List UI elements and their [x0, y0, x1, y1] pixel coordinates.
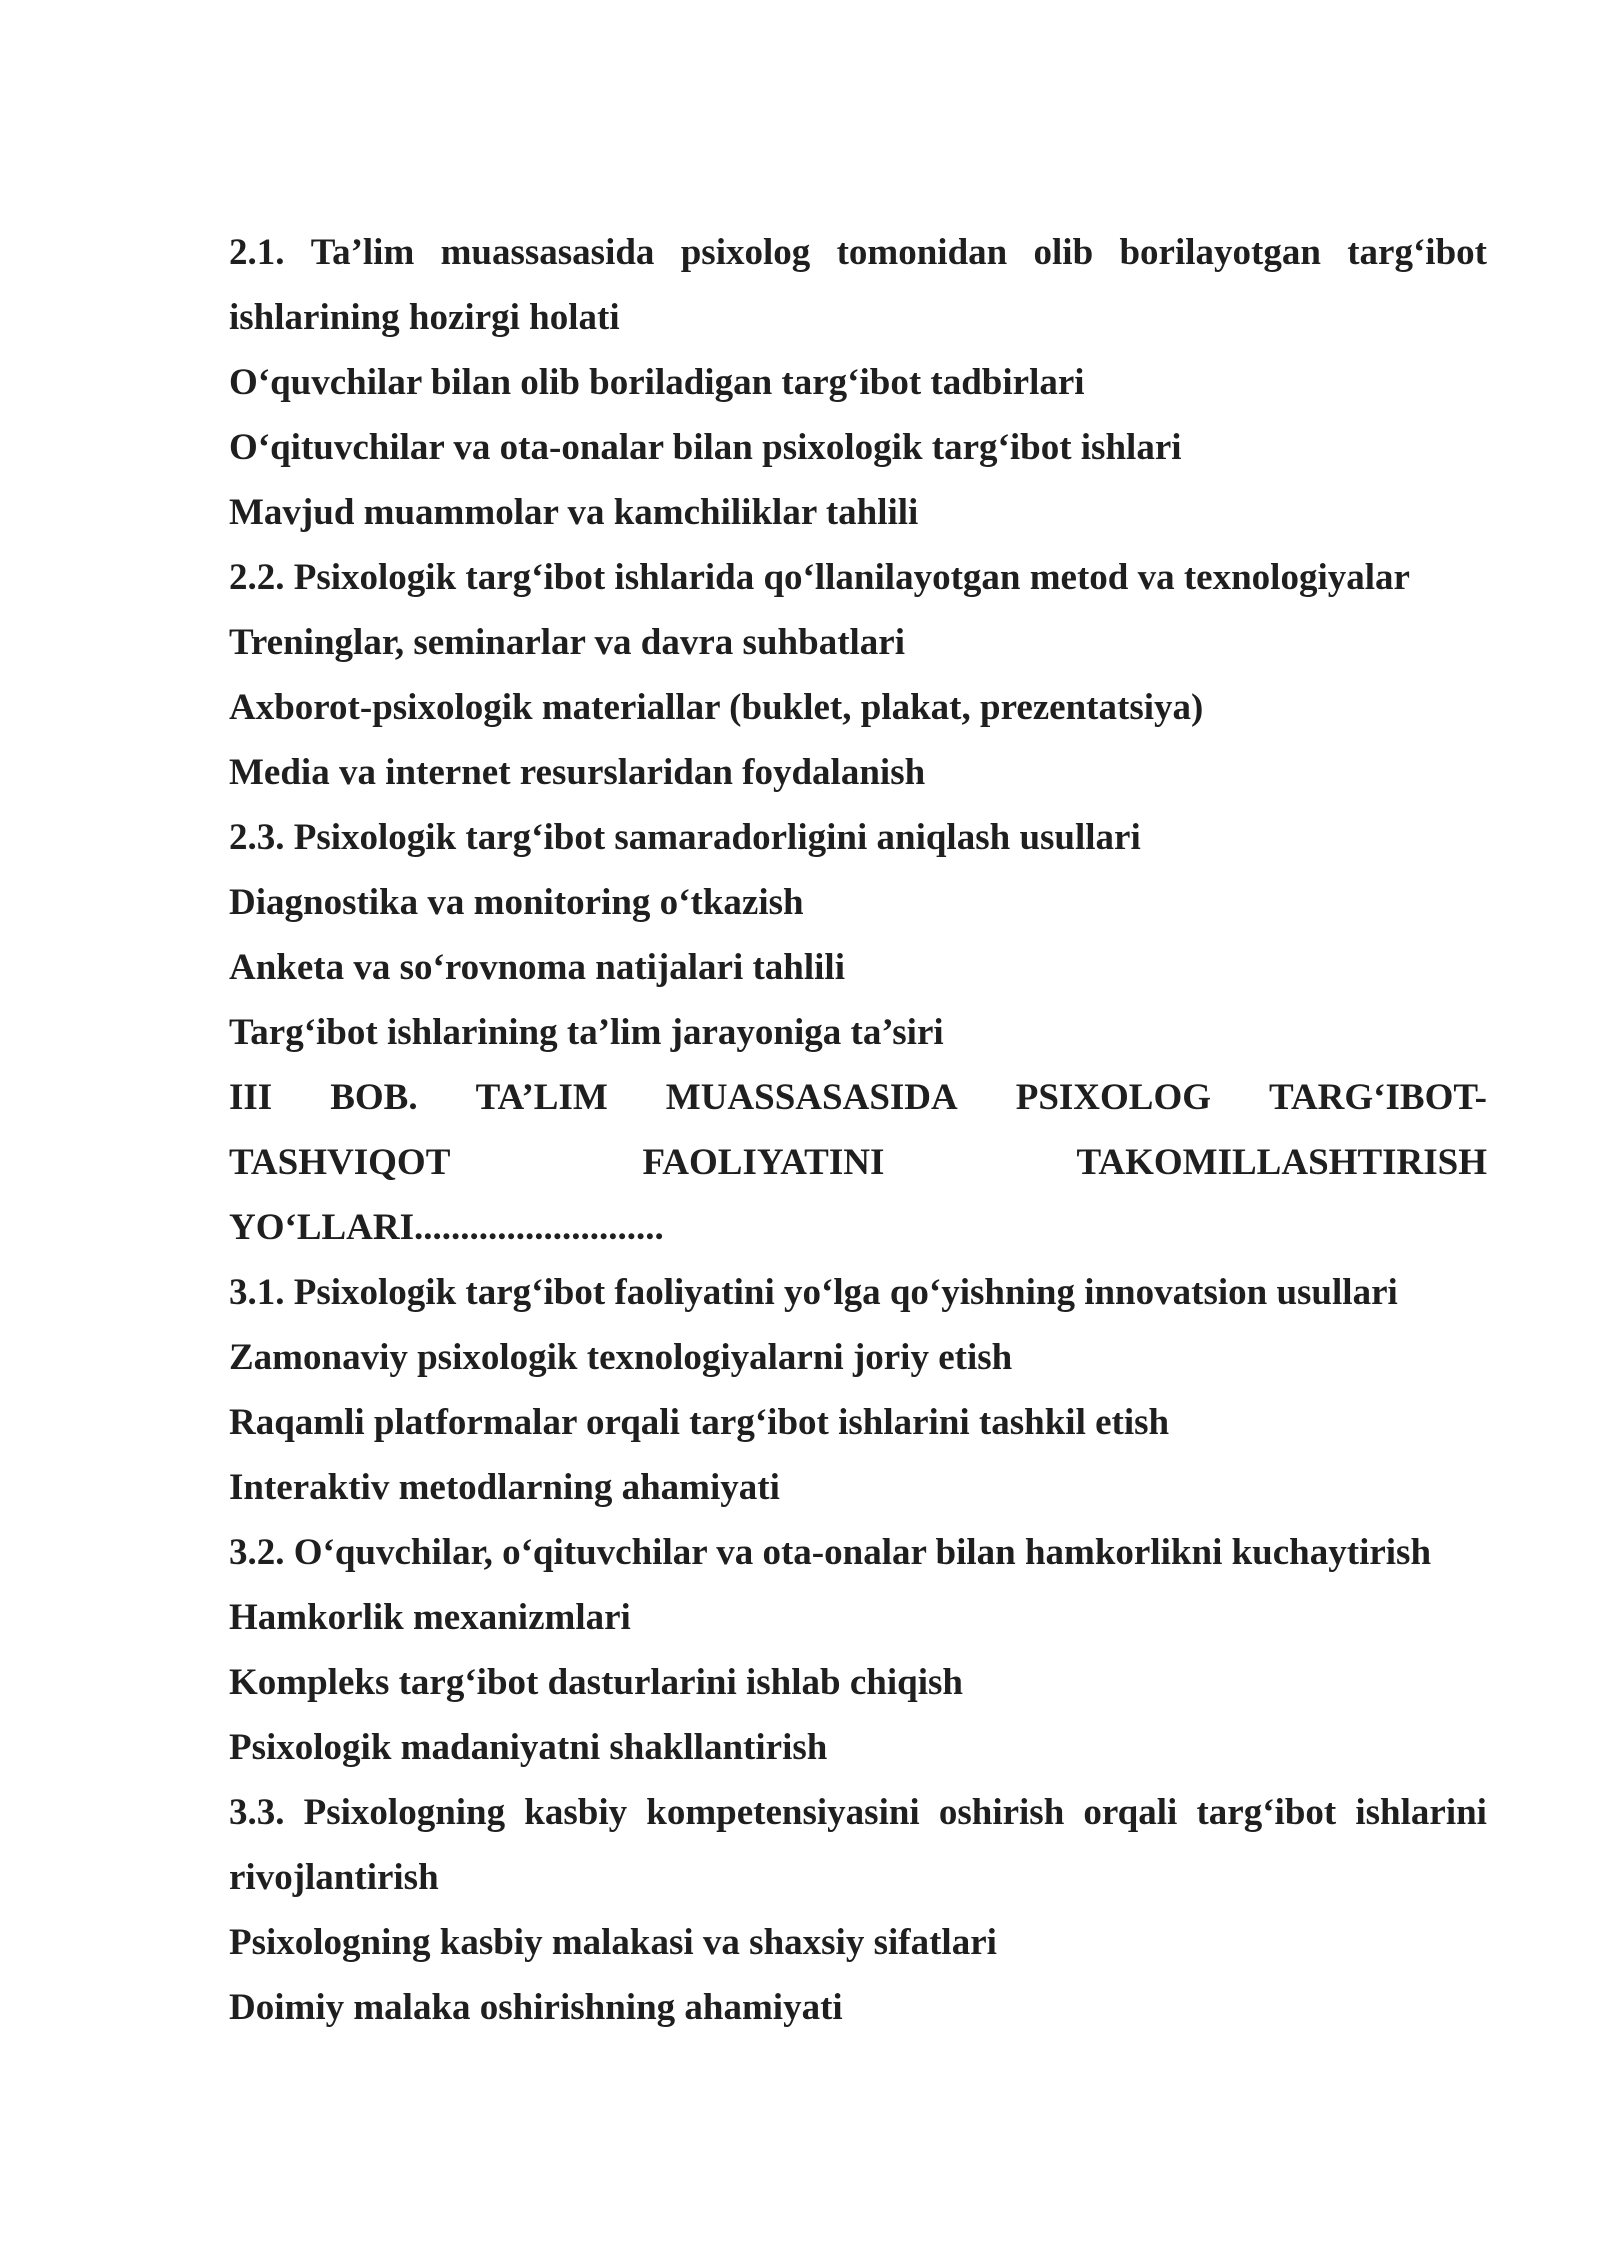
- toc-item: O‘quvchilar bilan olib boriladigan targ‘ibot tadbirlari: [229, 362, 1085, 403]
- section-2-1-heading-cont: ishlarining hozirgi holati: [229, 297, 620, 338]
- toc-item: Psixologik madaniyatni shakllantirish: [229, 1727, 828, 1768]
- toc-item: Doimiy malaka oshirishning ahamiyati: [229, 1987, 843, 2028]
- toc-item: Hamkorlik mexanizmlari: [229, 1597, 631, 1638]
- toc-item: Zamonaviy psixologik texnologiyalarni joriy etish: [229, 1337, 1013, 1378]
- toc-item: Targ‘ibot ishlarining ta’lim jarayoniga ta’siri: [229, 1012, 944, 1053]
- toc-item: O‘qituvchilar va ota-onalar bilan psixologik targ‘ibot ishlari: [229, 427, 1182, 468]
- section-3-2-heading: 3.2. O‘quvchilar, o‘qituvchilar va ota-onalar bilan hamkorlikni kuchaytirish: [229, 1532, 1432, 1573]
- section-2-3-heading: 2.3. Psixologik targ‘ibot samaradorligini aniqlash usullari: [229, 817, 1141, 858]
- section-3-3-heading-cont: rivojlantirish: [229, 1857, 439, 1898]
- chapter-3-heading: III BOB. TA’LIM MUASSASASIDA PSIXOLOG TARG‘IBOT-: [229, 1077, 1487, 1118]
- toc-item: Raqamli platformalar orqali targ‘ibot ishlarini tashkil etish: [229, 1402, 1170, 1443]
- toc-item: Mavjud muammolar va kamchiliklar tahlili: [229, 492, 919, 533]
- toc-item: Axborot-psixologik materiallar (buklet, plakat, prezentatsiya): [229, 687, 1204, 728]
- toc-item: Interaktiv metodlarning ahamiyati: [229, 1467, 780, 1508]
- chapter-3-heading-cont: TASHVIQOT FAOLIYATINI TAKOMILLASHTIRISH: [229, 1142, 1487, 1183]
- toc-item: Media va internet resurslaridan foydalanish: [229, 752, 926, 793]
- section-3-1-heading: 3.1. Psixologik targ‘ibot faoliyatini yo‘lga qo‘yishning innovatsion usullari: [229, 1272, 1398, 1313]
- section-2-2-heading: 2.2. Psixologik targ‘ibot ishlarida qo‘llanilayotgan metod va texnologiyalar: [229, 557, 1410, 598]
- toc-item: Treninglar, seminarlar va davra suhbatlari: [229, 622, 905, 663]
- toc-item: Anketa va so‘rovnoma natijalari tahlili: [229, 947, 845, 988]
- section-2-1-heading: 2.1. Ta’lim muassasasida psixolog tomonidan olib borilayotgan targ‘ibot: [229, 232, 1487, 273]
- table-of-contents: [229, 220, 1487, 2040]
- toc-item: Psixologning kasbiy malakasi va shaxsiy sifatlari: [229, 1922, 997, 1963]
- chapter-3-heading-end: YO‘LLARI...........................: [229, 1207, 664, 1248]
- toc-item: Kompleks targ‘ibot dasturlarini ishlab chiqish: [229, 1662, 963, 1703]
- section-3-3-heading: 3.3. Psixologning kasbiy kompetensiyasini oshirish orqali targ‘ibot ishlarini: [229, 1792, 1487, 1833]
- toc-item: Diagnostika va monitoring o‘tkazish: [229, 882, 804, 923]
